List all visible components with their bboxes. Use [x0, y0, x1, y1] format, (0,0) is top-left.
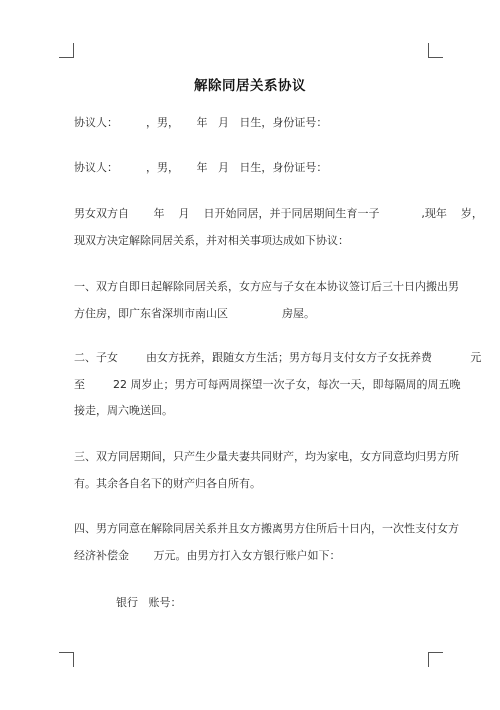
clause-1-line-1: 一、双方自即日起解除同居关系，女方应与子女在本协议签订后三十日内搬出男	[74, 280, 459, 293]
crop-mark-bottom-right	[428, 652, 443, 667]
clause-3-line-2: 有。其余各自名下的财产归各自所有。	[74, 477, 261, 490]
bank-account-line: 银行 账号：	[116, 596, 182, 609]
crop-mark-top-right	[428, 43, 443, 58]
clause-4-line-1: 四、男方同意在解除同居关系并且女方搬离男方住所后十日内，一次性支付女方	[74, 522, 459, 535]
party-line-2: 协议人： ，男， 年 月 日生，身份证号：	[74, 161, 328, 174]
clause-1-address-tail: 房屋。	[282, 307, 315, 320]
clause-2-line-1: 二、子女 由女方抚养，跟随女方生活；男方每月支付女方子女抚养费 元	[74, 351, 482, 364]
clause-2-line-3: 接走，周六晚送回。	[74, 404, 173, 417]
clause-1-address: 方住房，即广东省深圳市南山区	[74, 307, 228, 320]
clause-3-line-1: 三、双方同居期间，只产生少量夫妻共同财产，均为家电，女方同意均归男方所	[74, 450, 459, 463]
clause-1-line-2	[74, 307, 315, 321]
crop-mark-bottom-left	[59, 652, 74, 667]
crop-mark-top-left	[59, 43, 74, 58]
clause-2-line-2: 至 22 周岁止；男方可每两周探望一次子女，每次一天，即每隔周的周五晚	[74, 378, 461, 391]
clause-4-line-2: 经济补偿金 万元。由男方打入女方银行账户如下：	[74, 549, 341, 562]
party-line-1: 协议人： ，男， 年 月 日生，身份证号：	[74, 116, 328, 129]
paragraph-intro-line-2: 现双方决定解除同居关系，并对相关事项达成如下协议：	[74, 234, 349, 247]
paragraph-intro-line-1: 男女双方自 年 月 日开始同居，并于同居期间生育一子 ,现年 岁，	[74, 207, 483, 220]
document-title: 解除同居关系协议	[194, 78, 306, 94]
